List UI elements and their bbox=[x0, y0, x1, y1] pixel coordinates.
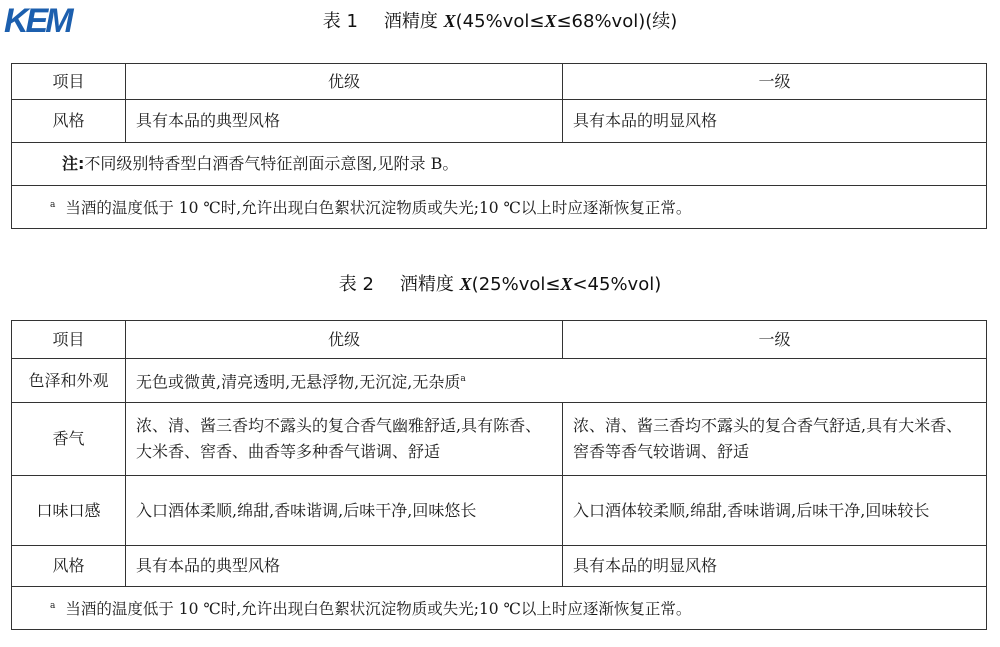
table1-caption bbox=[0, 7, 1000, 33]
note-label: 注: bbox=[62, 154, 85, 173]
table1-note-row bbox=[12, 143, 987, 186]
table2-range-low: (25%vol≤ bbox=[471, 274, 561, 295]
table2-number: 表 2 bbox=[338, 274, 374, 295]
table2-style-row bbox=[12, 546, 987, 587]
row-label-aroma: 香气 bbox=[12, 403, 126, 476]
row-label-color: 色泽和外观 bbox=[12, 359, 126, 403]
table1-range-low: (45%vol≤ bbox=[455, 11, 545, 32]
table2-header-row bbox=[12, 321, 987, 359]
table2-aroma-row bbox=[12, 403, 987, 476]
table2-color-row bbox=[12, 359, 987, 403]
aroma-premium: 浓、清、酱三香均不露头的复合香气幽雅舒适,具有陈香、大米香、窖香、曲香等多种香气谐调、舒适 bbox=[126, 403, 563, 476]
color-text: 无色或微黄,清亮透明,无悬浮物,无沉淀,无杂质 bbox=[136, 372, 461, 392]
table1-note bbox=[12, 143, 987, 186]
table2-range-high: <45%vol) bbox=[572, 274, 662, 295]
aroma-first: 浓、清、酱三香均不露头的复合香气舒适,具有大米香、窖香等香气较谐调、舒适 bbox=[563, 403, 987, 476]
row-label-style: 风格 bbox=[12, 546, 126, 587]
table2-var-x: X bbox=[459, 274, 472, 294]
table2-title: 酒精度 bbox=[399, 274, 454, 295]
table2-taste-row bbox=[12, 476, 987, 546]
table1 bbox=[11, 63, 987, 229]
style-premium: 具有本品的典型风格 bbox=[126, 546, 563, 587]
taste-first: 入口酒体较柔顺,绵甜,香味谐调,后味干净,回味较长 bbox=[563, 476, 987, 546]
header-first: 一级 bbox=[563, 321, 987, 359]
table1-title: 酒精度 bbox=[383, 11, 438, 32]
header-first: 一级 bbox=[563, 64, 987, 100]
table1-footnote-row bbox=[12, 186, 987, 229]
color-footnote-mark: a bbox=[460, 373, 466, 384]
style-first: 具有本品的明显风格 bbox=[563, 100, 987, 143]
table2-footnote-row bbox=[12, 587, 987, 630]
header-premium: 优级 bbox=[126, 64, 563, 100]
row-label-taste: 口味口感 bbox=[12, 476, 126, 546]
table2-footnote bbox=[12, 587, 987, 630]
style-first: 具有本品的明显风格 bbox=[563, 546, 987, 587]
table1-header-row bbox=[12, 64, 987, 100]
header-item: 项目 bbox=[12, 321, 126, 359]
table1-var-x: X bbox=[443, 11, 456, 31]
taste-premium: 入口酒体柔顺,绵甜,香味谐调,后味干净,回味悠长 bbox=[126, 476, 563, 546]
table1-range-high: ≤68%vol)(续) bbox=[556, 11, 678, 32]
table1-style-row bbox=[12, 100, 987, 143]
table1-var-x2: X bbox=[544, 11, 557, 31]
table1-footnote bbox=[12, 186, 987, 229]
footnote-mark: a bbox=[50, 200, 56, 211]
header-item: 项目 bbox=[12, 64, 126, 100]
footnote-text: 当酒的温度低于 10 ℃时,允许出现白色絮状沉淀物质或失光;10 ℃以上时应逐渐恢复正常。 bbox=[65, 600, 692, 619]
table2-var-x2: X bbox=[560, 274, 573, 294]
table2 bbox=[11, 320, 987, 630]
row-label-style: 风格 bbox=[12, 100, 126, 143]
color-appearance-text bbox=[126, 359, 987, 403]
header-premium: 优级 bbox=[126, 321, 563, 359]
footnote-mark: a bbox=[50, 601, 56, 612]
style-premium: 具有本品的典型风格 bbox=[126, 100, 563, 143]
kem-logo: KEM bbox=[4, 2, 71, 40]
note-text: 不同级别特香型白酒香气特征剖面示意图,见附录 B。 bbox=[84, 154, 459, 173]
table2-caption bbox=[0, 270, 1000, 296]
footnote-text: 当酒的温度低于 10 ℃时,允许出现白色絮状沉淀物质或失光;10 ℃以上时应逐渐恢复正常。 bbox=[65, 199, 692, 218]
table1-number: 表 1 bbox=[322, 11, 358, 32]
